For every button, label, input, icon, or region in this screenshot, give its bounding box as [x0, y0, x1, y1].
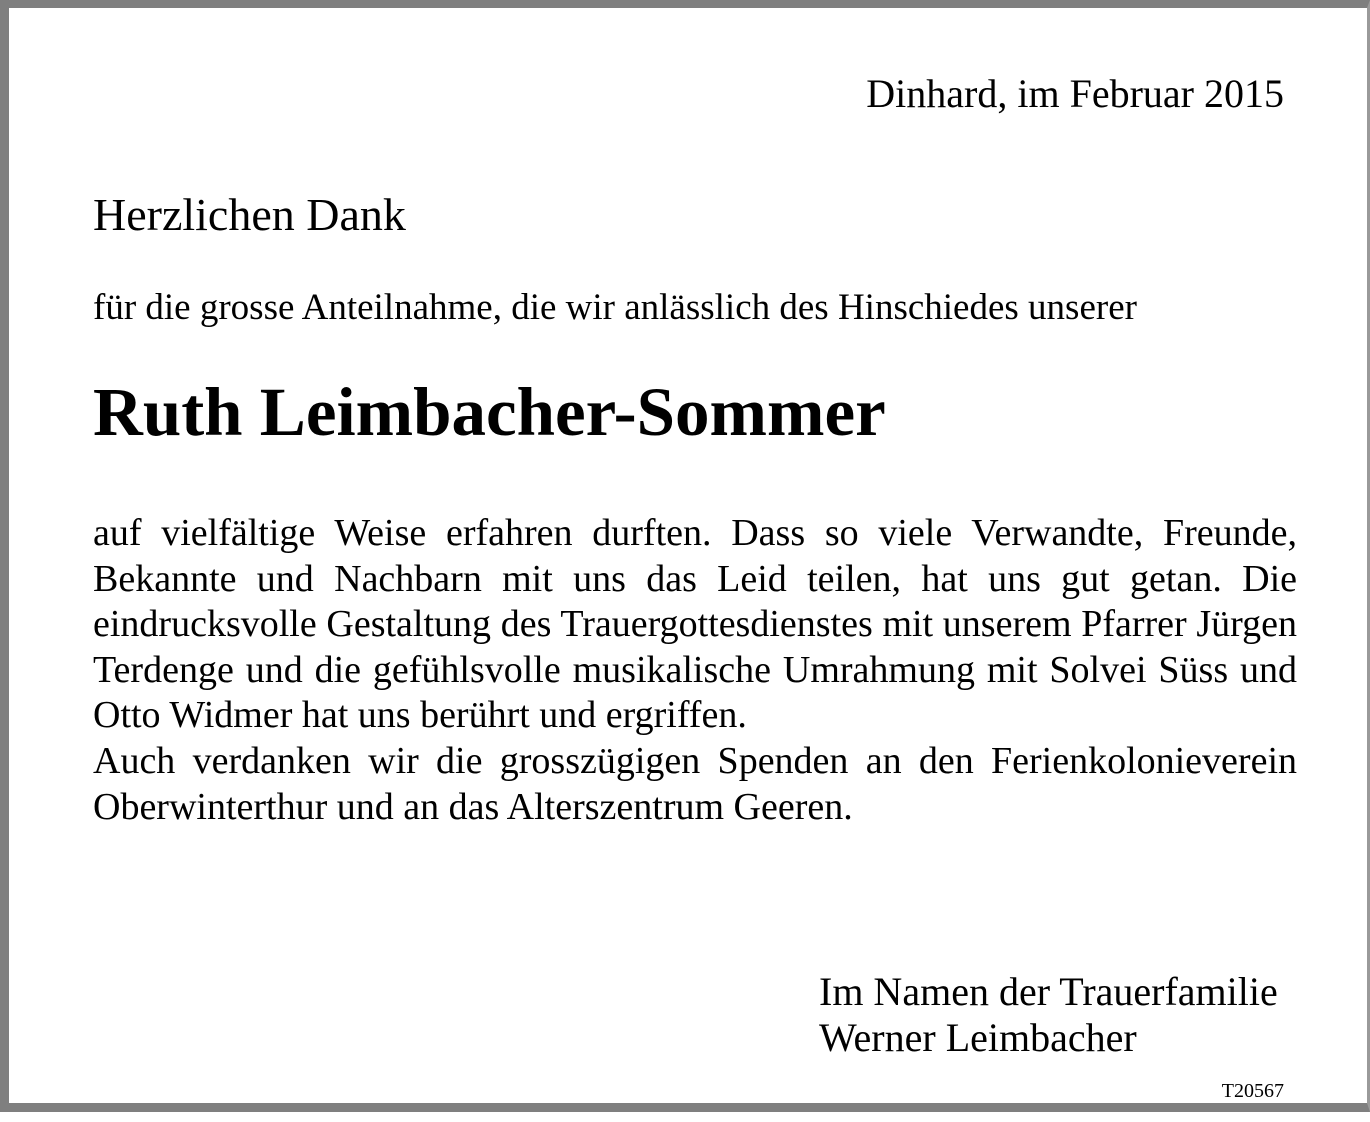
- signature-block: [819, 969, 1278, 1061]
- intro-text: für die grosse Anteilnahme, die wir anlässlich des Hinschiedes unserer: [93, 287, 1137, 328]
- place-date: Dinhard, im Februar 2015: [866, 71, 1284, 116]
- reference-code: T20567: [1221, 1080, 1284, 1102]
- signature-line-family: Im Namen der Trauerfamilie: [819, 969, 1278, 1014]
- paragraph-donations: Auch verdanken wir die grosszügigen Spenden an den Ferienkolonieverein Oberwinterthur und an das Alterszentrum Geeren.: [93, 739, 1297, 828]
- deceased-name: Ruth Leimbacher-Sommer: [93, 374, 886, 450]
- signature-line-name: Werner Leimbacher: [819, 1015, 1137, 1060]
- body-text: [93, 511, 1297, 830]
- thanks-heading: Herzlichen Dank: [93, 189, 406, 240]
- paragraph-condolences: auf vielfältige Weise erfahren durften. Dass so viele Verwandte, Freunde, Bekannte und Nachbarn mit uns das Leid teilen, hat uns gut getan. Die eindrucksvolle Gestaltung des Trauergottesdienstes mit unserem Pfarrer Jürgen Terdenge und die gefühlsvolle musikalische Umrahmung mit Solvei Süss und Otto Widmer hat uns berührt und ergriffen.: [93, 512, 1297, 737]
